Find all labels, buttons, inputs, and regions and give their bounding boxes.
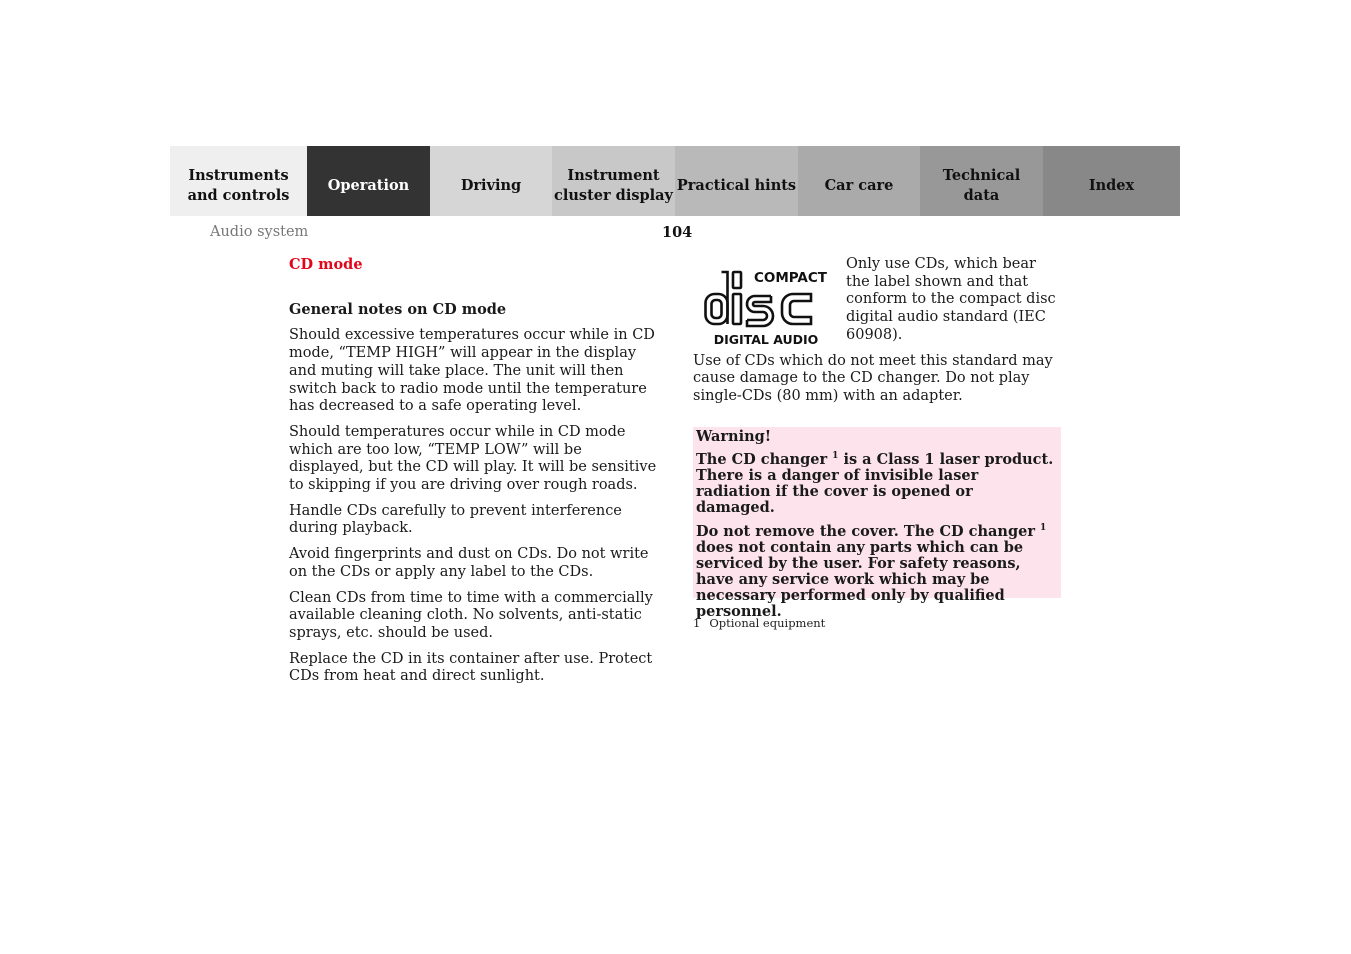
footnote <box>693 616 825 630</box>
warning-text: does not contain any parts which can be serviced by the user. For safety reasons, have any service work which may be necessary performed only by qualified personnel. <box>696 539 1024 620</box>
compact-disc-logo <box>703 268 831 348</box>
paragraph-use-labeled-cds: Only use CDs, which bear the label shown and that conform to the compact disc digital audio standard (IEC 60908). <box>846 256 1056 343</box>
tab-label: Car care <box>824 176 894 194</box>
warning-cover-paragraph <box>696 524 1055 620</box>
cd-mode-heading: CD mode <box>289 256 363 273</box>
tab-practical-hints[interactable] <box>675 146 798 216</box>
footnote-number: 1 <box>693 616 701 630</box>
paragraph-storage: Replace the CD in its container after use. Protect CDs from heat and direct sunlight. <box>289 650 653 685</box>
right-column <box>693 256 1061 414</box>
tab-label: Operation <box>327 176 410 194</box>
logo-text-digital-audio: DIGITAL AUDIO <box>713 332 819 347</box>
tab-instruments-and-controls[interactable] <box>170 146 307 216</box>
paragraph-temp-low: Should temperatures occur while in CD mode which are too low, “TEMP LOW” will be displayed, but the CD will play. It will be sensitive to skipping if you are driving over rough roads. <box>289 423 657 494</box>
general-notes-heading: General notes on CD mode <box>289 300 507 318</box>
chapter-nav <box>170 146 1180 216</box>
tab-technical-data[interactable] <box>920 146 1043 216</box>
section-title: Audio system <box>210 224 309 240</box>
tab-label: Practical hints <box>676 176 797 194</box>
tab-label: Instruments and controls <box>187 166 290 204</box>
warning-text: The CD changer <box>696 451 833 468</box>
left-column <box>289 256 659 694</box>
warning-text: is a Class 1 laser product. There is a danger of invisible laser radiation if the cover is opened or damaged. <box>696 451 1054 516</box>
tab-operation[interactable] <box>307 146 430 216</box>
warning-title: Warning! <box>696 428 772 445</box>
tab-label: Driving <box>460 176 522 194</box>
tab-label: Index <box>1088 176 1135 194</box>
tab-label: Instrument cluster display <box>554 166 673 204</box>
page-number: 104 <box>662 224 693 241</box>
tab-car-care[interactable] <box>798 146 920 216</box>
tab-instrument-cluster-display[interactable] <box>552 146 675 216</box>
paragraph-fingerprints: Avoid fingerprints and dust on CDs. Do not write on the CDs or apply any label to the CDs. <box>289 546 649 580</box>
logo-text-compact: COMPACT <box>753 270 827 286</box>
paragraph-nonstandard-cds: Use of CDs which do not meet this standard may cause damage to the CD changer. Do not play single-CDs (80 mm) with an adapter. <box>693 352 1053 404</box>
paragraph-temp-high: Should excessive temperatures occur while in CD mode, “TEMP HIGH” will appear in the display and muting will take place. The unit will then switch back to radio mode until the temperature has decreased to a safe operating level. <box>289 327 655 415</box>
warning-laser-paragraph <box>696 452 1055 516</box>
footnote-text: Optional equipment <box>709 616 826 630</box>
tab-driving[interactable] <box>430 146 552 216</box>
paragraph-handle-cds: Handle CDs carefully to prevent interference during playback. <box>289 502 622 537</box>
footnote-ref: 1 <box>1040 523 1047 533</box>
tab-index[interactable] <box>1043 146 1180 216</box>
footnote-ref: 1 <box>832 451 839 461</box>
warning-box <box>693 427 1061 620</box>
tab-label: Technical data <box>942 166 1021 204</box>
warning-text: Do not remove the cover. The CD changer <box>696 523 1041 540</box>
paragraph-cleaning: Clean CDs from time to time with a commercially available cleaning cloth. No solvents, anti-static sprays, etc. should be used. <box>289 589 653 641</box>
